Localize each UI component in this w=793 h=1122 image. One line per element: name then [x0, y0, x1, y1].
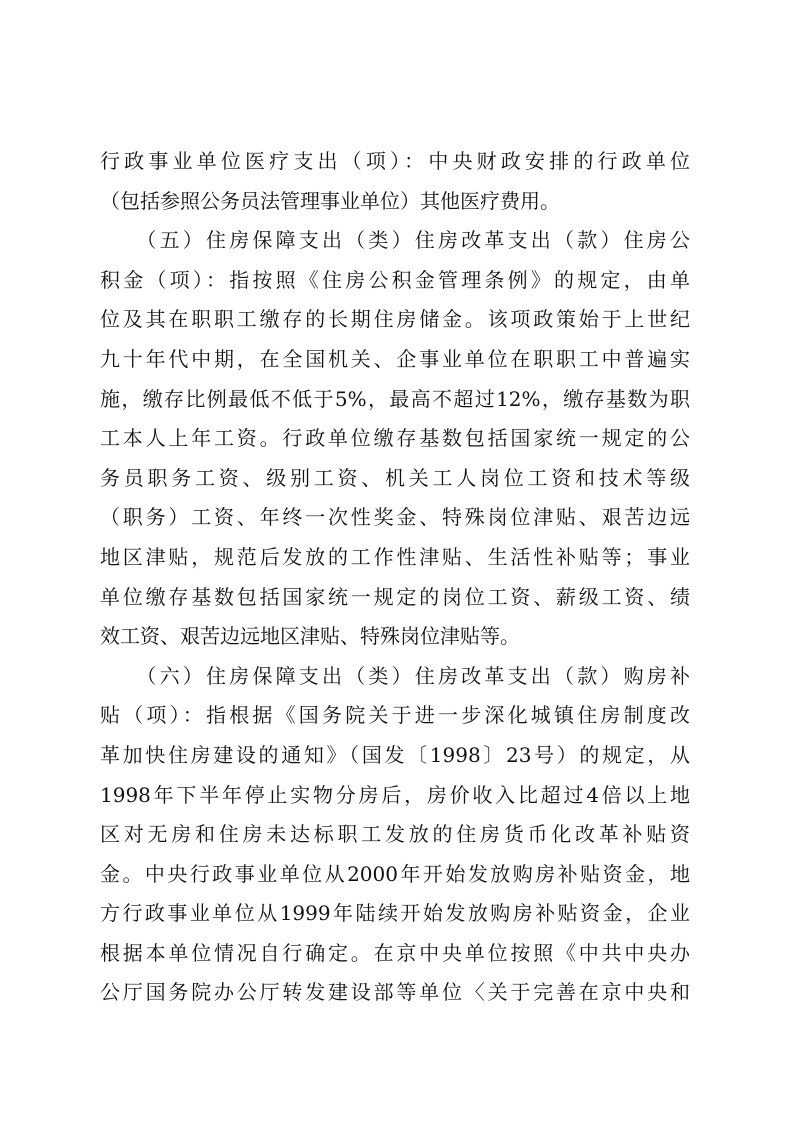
text-line: 务员职务工资、级别工资、机关工人岗位工资和技术等级 — [100, 465, 690, 490]
text-line: 单位缴存基数包括国家统一规定的岗位工资、薪级工资、绩 — [100, 584, 690, 609]
text-line: 效工资、艰苦边远地区津贴、特殊岗位津贴等。 — [100, 624, 520, 649]
text-line: 公厅国务院办公厅转发建设部等单位〈关于完善在京中央和 — [100, 980, 690, 1005]
text-line: （职务）工资、年终一次性奖金、特殊岗位津贴、艰苦边远 — [100, 505, 690, 530]
text-line: 九十年代中期，在全国机关、企事业单位在职职工中普遍实 — [100, 346, 690, 371]
text-line: 工本人上年工资。行政单位缴存基数包括国家统一规定的公 — [100, 426, 690, 451]
text-line: 施，缴存比例最低不低于5%，最高不超过12%，缴存基数为职 — [100, 386, 690, 411]
text-line: （五）住房保障支出（类）住房改革支出（款）住房公 — [100, 228, 690, 253]
text-line: （包括参照公务员法管理事业单位）其他医疗费用。 — [100, 188, 560, 213]
text-line: （六）住房保障支出（类）住房改革支出（款）购房补 — [100, 663, 690, 688]
text-line: 积金（项）：指按照《住房公积金管理条例》的规定，由单 — [100, 267, 690, 292]
text-line: 革加快住房建设的通知》（国发〔1998〕23号）的规定，从 — [100, 742, 690, 767]
text-line: 1998年下半年停止实物分房后，房价收入比超过4倍以上地 — [100, 782, 690, 807]
text-line: 地区津贴，规范后发放的工作性津贴、生活性补贴等；事业 — [100, 544, 690, 569]
text-line: 方行政事业单位从1999年陆续开始发放购房补贴资金，企业 — [100, 901, 690, 926]
text-line: 金。中央行政事业单位从2000年开始发放购房补贴资金，地 — [100, 861, 690, 886]
text-line: 贴（项）：指根据《国务院关于进一步深化城镇住房制度改 — [100, 703, 690, 728]
text-line: 行政事业单位医疗支出（项）：中央财政安排的行政单位 — [100, 149, 690, 173]
text-line: 位及其在职职工缴存的长期住房储金。该项政策始于上世纪 — [100, 307, 690, 332]
text-line: 区对无房和住房未达标职工发放的住房货币化改革补贴资 — [100, 822, 690, 847]
text-line: 根据本单位情况自行确定。在京中央单位按照《中共中央办 — [100, 940, 690, 965]
body-text — [100, 142, 690, 1013]
